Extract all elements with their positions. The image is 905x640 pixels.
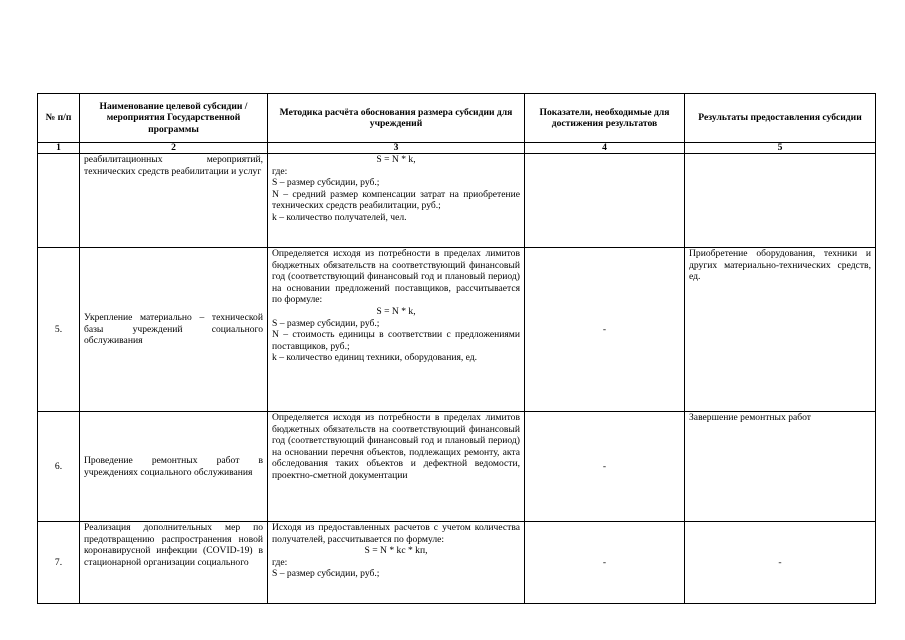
subsidy-name: Проведение ремонтных работ в учреждениях социального обслуживания: [80, 412, 268, 522]
formula: S = N * k,: [376, 305, 416, 317]
method-line: где:: [272, 165, 288, 177]
table-row: [38, 522, 876, 604]
method-line: Исходя из предоставленных расчетов с учетом количества получателей, рассчитывается по формуле:: [272, 522, 520, 545]
row-number: 6.: [38, 412, 80, 522]
results: -: [685, 522, 876, 604]
results: Приобретение оборудования, техники и других материально-технических средств, ед.: [685, 248, 876, 412]
subsidy-name: реабилитационных мероприятий, технических средств реабилитации и услуг: [80, 154, 268, 248]
method-line: S – размер субсидии, руб.;: [272, 177, 380, 189]
header-results: Результаты предоставления субсидии: [685, 94, 876, 143]
method-cell: [268, 248, 525, 412]
formula: S = N * k,: [376, 154, 416, 165]
method-line: k – количество получателей, чел.: [272, 211, 407, 223]
table-row: [38, 412, 876, 522]
indicators: -: [525, 522, 685, 604]
results: Завершение ремонтных работ: [685, 412, 876, 522]
header-subsidy-name: Наименование целевой субсидии /мероприятия Государственной программы: [80, 94, 268, 143]
method-line: k – количество единиц техники, оборудования, ед.: [272, 352, 478, 364]
table-row: [38, 248, 876, 412]
row-number: 7.: [38, 522, 80, 604]
subsidy-name: Укрепление материально – технической базы учреждений социального обслуживания: [80, 248, 268, 412]
indicators: [525, 154, 685, 248]
row-number: [38, 154, 80, 248]
method-cell: [268, 412, 525, 522]
method-line: N – средний размер компенсации затрат на приобретение технических средств реабилитации, руб.;: [272, 188, 520, 212]
indicators: -: [525, 248, 685, 412]
header-number: № п/п: [38, 94, 80, 143]
column-number: 2: [80, 143, 268, 154]
method-line: Определяется исходя из потребности в пределах лимитов бюджетных обязательств на соответствующий финансовый год (соответствующий финансовый год и плановый период) на основании предложений поставщиков, рассчитывается по формуле:: [272, 248, 520, 306]
table-row: [38, 154, 876, 248]
header-method: Методика расчёта обоснования размера субсидии для учреждений: [268, 94, 525, 143]
method-line: N – стоимость единицы в соответствии с предложениями поставщиков, руб.;: [272, 329, 520, 352]
column-number: 3: [268, 143, 525, 154]
indicators: -: [525, 412, 685, 522]
subsidy-name: Реализация дополнительных мер по предотвращению распространения новой коронавирусной инфекции (COVID-19) в стационарной организации социального: [80, 522, 268, 604]
formula: S = N * kс * kп,: [364, 545, 428, 557]
results: [685, 154, 876, 248]
column-number: 5: [685, 143, 876, 154]
column-number: 1: [38, 143, 80, 154]
method-line: Определяется исходя из потребности в пределах лимитов бюджетных обязательств на соответствующий финансовый год (соответствующий финансовый год и плановый период) на основании перечня объектов, подлежащих ремонту, акта обследования таких объектов и дефектной ведомости, проектно-сметной документации: [272, 412, 520, 481]
method-cell: [268, 154, 525, 248]
method-cell: [268, 522, 525, 604]
column-number-row: [38, 143, 876, 154]
row-number: 5.: [38, 248, 80, 412]
column-number: 4: [525, 143, 685, 154]
method-line: S – размер субсидии, руб.;: [272, 568, 380, 580]
table-header-row: [38, 94, 876, 143]
method-line: S – размер субсидии, руб.;: [272, 317, 380, 329]
subsidy-table: [37, 93, 876, 604]
method-line: где:: [272, 556, 288, 568]
header-indicators: Показатели, необходимые для достижения результатов: [525, 94, 685, 143]
